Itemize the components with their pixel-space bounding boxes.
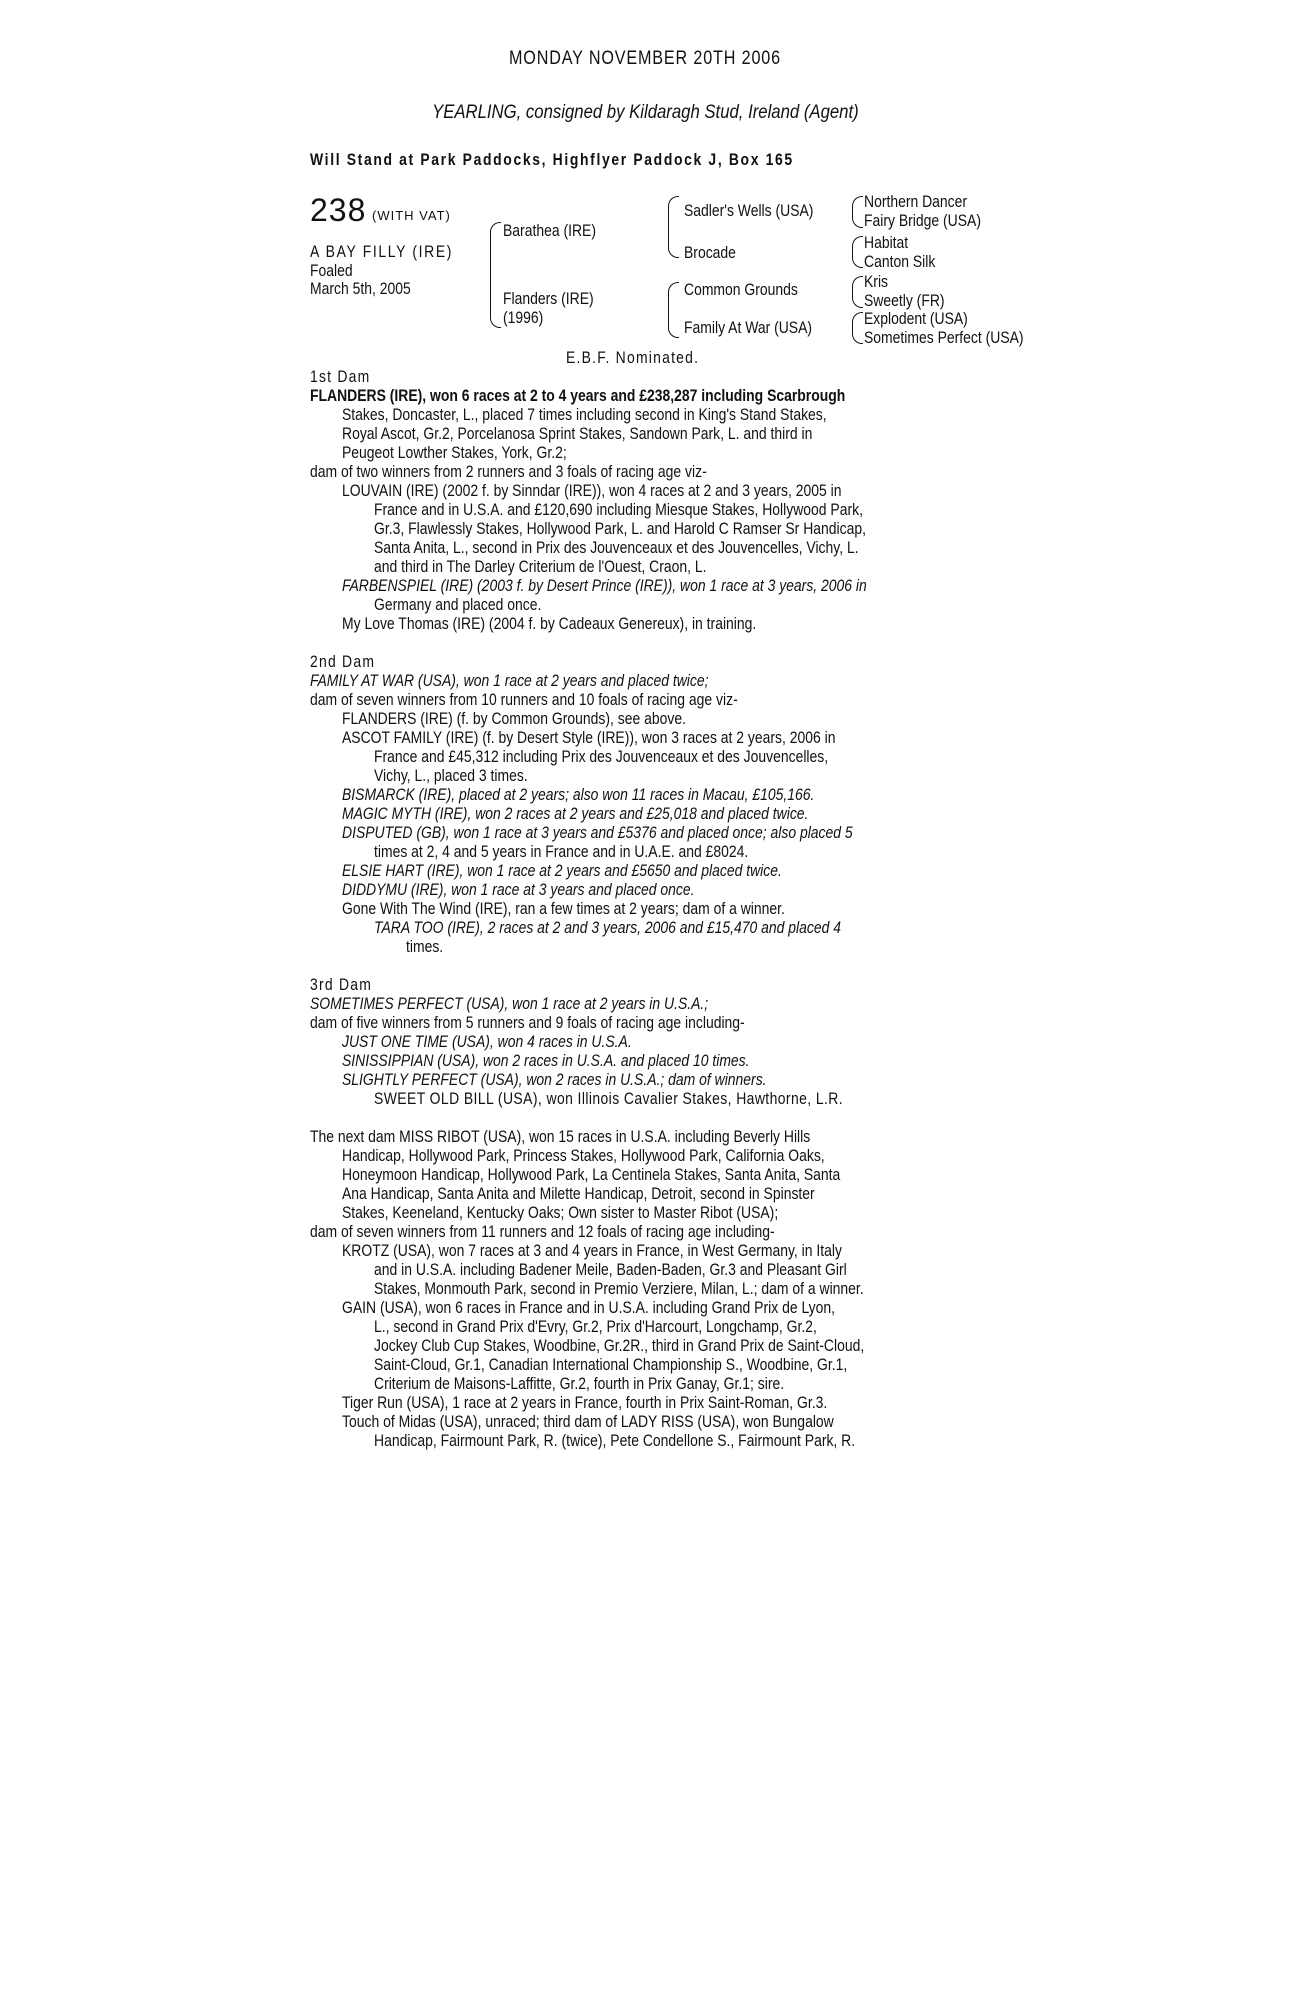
third-dam-line: SWEET OLD BILL (USA), won Illinois Cavalier Stakes, Hawthorne, L.R. (374, 1089, 844, 1108)
second-dam-line: Gone With The Wind (IRE), ran a few times at 2 years; dam of a winner. (342, 899, 785, 918)
second-dam-line: dam of seven winners from 10 runners and 10 foals of racing age viz- (310, 690, 738, 709)
second-dam-line: times. (406, 937, 444, 956)
next-dam-line: Tiger Run (USA), 1 race at 2 years in France, fourth in Prix Saint-Roman, Gr.3. (342, 1393, 828, 1412)
next-dam-line: dam of seven winners from 11 runners and 12 foals of racing age including- (310, 1222, 775, 1241)
dam: Flanders (IRE) (503, 289, 594, 308)
first-dam-line: Germany and placed once. (374, 595, 542, 614)
pedigree-brace-4 (852, 196, 863, 228)
first-dam-line: My Love Thomas (IRE) (2004 f. by Cadeaux Genereux), in training. (342, 614, 757, 633)
third-dam-heading: 3rd Dam (310, 975, 373, 994)
ancestor-4: Canton Silk (864, 252, 936, 271)
next-dam-line: and in U.S.A. including Badener Meile, Baden-Baden, Gr.3 and Pleasant Girl (374, 1260, 847, 1279)
second-dam-line: ELSIE HART (IRE), won 1 race at 2 years and £5650 and placed twice. (342, 861, 782, 880)
next-dam-line: Handicap, Hollywood Park, Princess Stakes, Hollywood Park, California Oaks, (342, 1146, 825, 1165)
horse-name: A BAY FILLY (IRE) (310, 242, 454, 261)
first-dam-line: and third in The Darley Criterium de l'Ouest, Craon, L. (374, 557, 707, 576)
first-dam-line: FARBENSPIEL (IRE) (2003 f. by Desert Prince (IRE)), won 1 race at 3 years, 2006 in (342, 576, 867, 595)
next-dam-line: Handicap, Fairmount Park, R. (twice), Pete Condellone S., Fairmount Park, R. (374, 1431, 856, 1450)
second-dam-line: FAMILY AT WAR (USA), won 1 race at 2 years and placed twice; (310, 671, 709, 690)
ancestor-7: Explodent (USA) (864, 309, 968, 328)
third-dam-line: SOMETIMES PERFECT (USA), won 1 race at 2 years in U.S.A.; (310, 994, 709, 1013)
second-dam-line: France and £45,312 including Prix des Jouvenceaux et des Jouvencelles, (374, 747, 829, 766)
next-dam-line: Honeymoon Handicap, Hollywood Park, La Centinela Stakes, Santa Anita, Santa (342, 1165, 841, 1184)
sire-sire: Sadler's Wells (USA) (684, 201, 814, 220)
pedigree-brace-3 (668, 282, 679, 338)
second-dam-line: FLANDERS (IRE) (f. by Common Grounds), see above. (342, 709, 686, 728)
second-dam-line: BISMARCK (IRE), placed at 2 years; also won 11 races in Macau, £105,166. (342, 785, 815, 804)
second-dam-line: times at 2, 4 and 5 years in France and in U.A.E. and £8024. (374, 842, 749, 861)
second-dam-line: TARA TOO (IRE), 2 races at 2 and 3 years, 2006 and £15,470 and placed 4 (374, 918, 842, 937)
next-dam-line: Jockey Club Cup Stakes, Woodbine, Gr.2R., third in Grand Prix de Saint-Cloud, (374, 1336, 865, 1355)
foaled-date: March 5th, 2005 (310, 279, 411, 298)
first-dam-line: Santa Anita, L., second in Prix des Jouvenceaux et des Jouvencelles, Vichy, L. (374, 538, 859, 557)
stand-location: Will Stand at Park Paddocks, Highflyer Paddock J, Box 165 (310, 150, 794, 169)
first-dam-line: LOUVAIN (IRE) (2002 f. by Sinndar (IRE)), won 4 races at 2 and 3 years, 2005 in (342, 481, 842, 500)
pedigree-brace-6 (852, 276, 863, 308)
next-dam-line: GAIN (USA), won 6 races in France and in U.S.A. including Grand Prix de Lyon, (342, 1298, 836, 1317)
consignor-line: YEARLING, consigned by Kildaragh Stud, Ireland (Agent) (431, 102, 859, 123)
pedigree-brace-5 (852, 236, 863, 268)
first-dam-line: Stakes, Doncaster, L., placed 7 times including second in King's Stand Stakes, (342, 405, 827, 424)
first-dam-line: FLANDERS (IRE), won 6 races at 2 to 4 years and £238,287 including Scarbrough (310, 386, 846, 405)
pedigree-brace-2 (668, 196, 679, 258)
second-dam-line: ASCOT FAMILY (IRE) (f. by Desert Style (IRE)), won 3 races at 2 years, 2006 in (342, 728, 836, 747)
lot-number: 238 (310, 192, 367, 228)
sire: Barathea (IRE) (503, 221, 596, 240)
sire-dam: Brocade (684, 243, 736, 262)
next-dam-line: Touch of Midas (USA), unraced; third dam of LADY RISS (USA), won Bungalow (342, 1412, 834, 1431)
ebf-nomination: E.B.F. Nominated. (566, 348, 700, 367)
dam-dam: Family At War (USA) (684, 318, 813, 337)
next-dam-line: Stakes, Keeneland, Kentucky Oaks; Own sister to Master Ribot (USA); (342, 1203, 779, 1222)
first-dam-line: dam of two winners from 2 runners and 3 foals of racing age viz- (310, 462, 707, 481)
second-dam-heading: 2nd Dam (310, 652, 376, 671)
next-dam-line: L., second in Grand Prix d'Evry, Gr.2, Prix d'Harcourt, Longchamp, Gr.2, (374, 1317, 817, 1336)
foaled-label: Foaled (310, 261, 353, 280)
pedigree-brace-1 (490, 222, 501, 328)
third-dam-line: SINISSIPPIAN (USA), won 2 races in U.S.A. and placed 10 times. (342, 1051, 750, 1070)
ancestor-5: Kris (864, 272, 889, 291)
pedigree-brace-7 (852, 312, 863, 344)
ancestor-6: Sweetly (FR) (864, 291, 945, 310)
next-dam-line: Stakes, Monmouth Park, second in Premio Verziere, Milan, L.; dam of a winner. (374, 1279, 864, 1298)
ancestor-2: Fairy Bridge (USA) (864, 211, 981, 230)
second-dam-line: DISPUTED (GB), won 1 race at 3 years and £5376 and placed once; also placed 5 (342, 823, 853, 842)
next-dam-line: Ana Handicap, Santa Anita and Milette Handicap, Detroit, second in Spinster (342, 1184, 815, 1203)
first-dam-line: Royal Ascot, Gr.2, Porcelanosa Sprint Stakes, Sandown Park, L. and third in (342, 424, 813, 443)
first-dam-line: Peugeot Lowther Stakes, York, Gr.2; (342, 443, 567, 462)
second-dam-line: MAGIC MYTH (IRE), won 2 races at 2 years and £25,018 and placed twice. (342, 804, 809, 823)
third-dam-line: JUST ONE TIME (USA), won 4 races in U.S.A. (342, 1032, 632, 1051)
second-dam-line: DIDDYMU (IRE), won 1 race at 3 years and placed once. (342, 880, 695, 899)
vat-note: (WITH VAT) (372, 208, 451, 223)
next-dam-line: Saint-Cloud, Gr.1, Canadian International Championship S., Woodbine, Gr.1, (374, 1355, 848, 1374)
dam-year: (1996) (503, 308, 544, 327)
sale-date: MONDAY NOVEMBER 20TH 2006 (509, 48, 781, 69)
third-dam-line: dam of five winners from 5 runners and 9 foals of racing age including- (310, 1013, 745, 1032)
ancestor-3: Habitat (864, 233, 909, 252)
ancestor-1: Northern Dancer (864, 192, 968, 211)
ancestor-8: Sometimes Perfect (USA) (864, 328, 1024, 347)
first-dam-heading: 1st Dam (310, 367, 371, 386)
first-dam-line: France and in U.S.A. and £120,690 including Miesque Stakes, Hollywood Park, (374, 500, 863, 519)
next-dam-line: The next dam MISS RIBOT (USA), won 15 races in U.S.A. including Beverly Hills (310, 1127, 811, 1146)
next-dam-line: Criterium de Maisons-Laffitte, Gr.2, fourth in Prix Ganay, Gr.1; sire. (374, 1374, 785, 1393)
dam-sire: Common Grounds (684, 280, 798, 299)
next-dam-line: KROTZ (USA), won 7 races at 3 and 4 years in France, in West Germany, in Italy (342, 1241, 842, 1260)
first-dam-line: Gr.3, Flawlessly Stakes, Hollywood Park, L. and Harold C Ramser Sr Handicap, (374, 519, 866, 538)
third-dam-line: SLIGHTLY PERFECT (USA), won 2 races in U.S.A.; dam of winners. (342, 1070, 767, 1089)
second-dam-line: Vichy, L., placed 3 times. (374, 766, 528, 785)
